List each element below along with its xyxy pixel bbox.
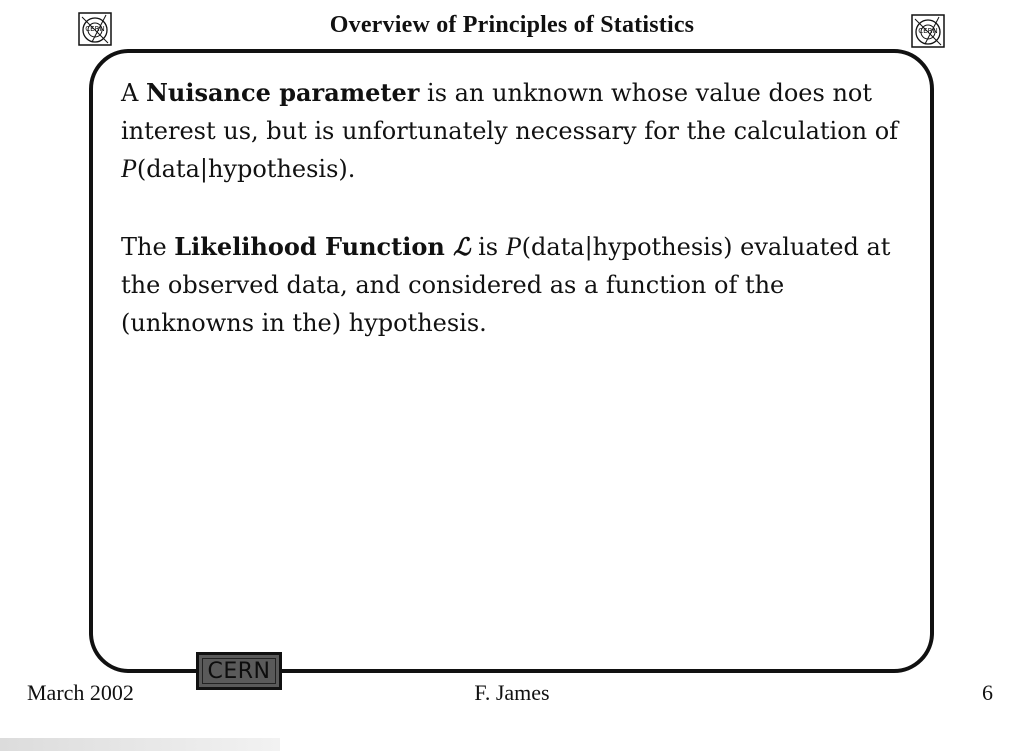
cern-logo-text: CERN: [85, 25, 105, 33]
cern-logo-icon: [911, 14, 945, 48]
paragraph-nuisance: A Nuisance parameter is an unknown whose value does not interest us, but is unfortunately necessary for the calculation of P(data|hypothesis).: [121, 78, 899, 183]
page-number: 6: [982, 680, 993, 705]
slide-content: [121, 74, 921, 382]
scan-edge-strip: [0, 738, 280, 751]
paragraph-likelihood: The Likelihood Function ℒ is P(data|hypothesis) evaluated at the observed data, and considered as a function of the (unknowns in the) hypothesis.: [121, 232, 891, 337]
footer-author: F. James: [474, 680, 550, 705]
likelihood-symbol: ℒ: [453, 232, 471, 261]
cern-badge-label: CERN: [202, 658, 276, 684]
footer-date: March 2002: [27, 680, 134, 705]
term-likelihood-function: Likelihood Function: [174, 232, 454, 261]
math-p: P: [505, 232, 522, 261]
cern-logo-text: CERN: [918, 27, 938, 35]
term-nuisance-parameter: Nuisance parameter: [145, 78, 420, 107]
math-p: P: [121, 154, 137, 183]
page-title: Overview of Principles of Statistics: [329, 12, 695, 38]
